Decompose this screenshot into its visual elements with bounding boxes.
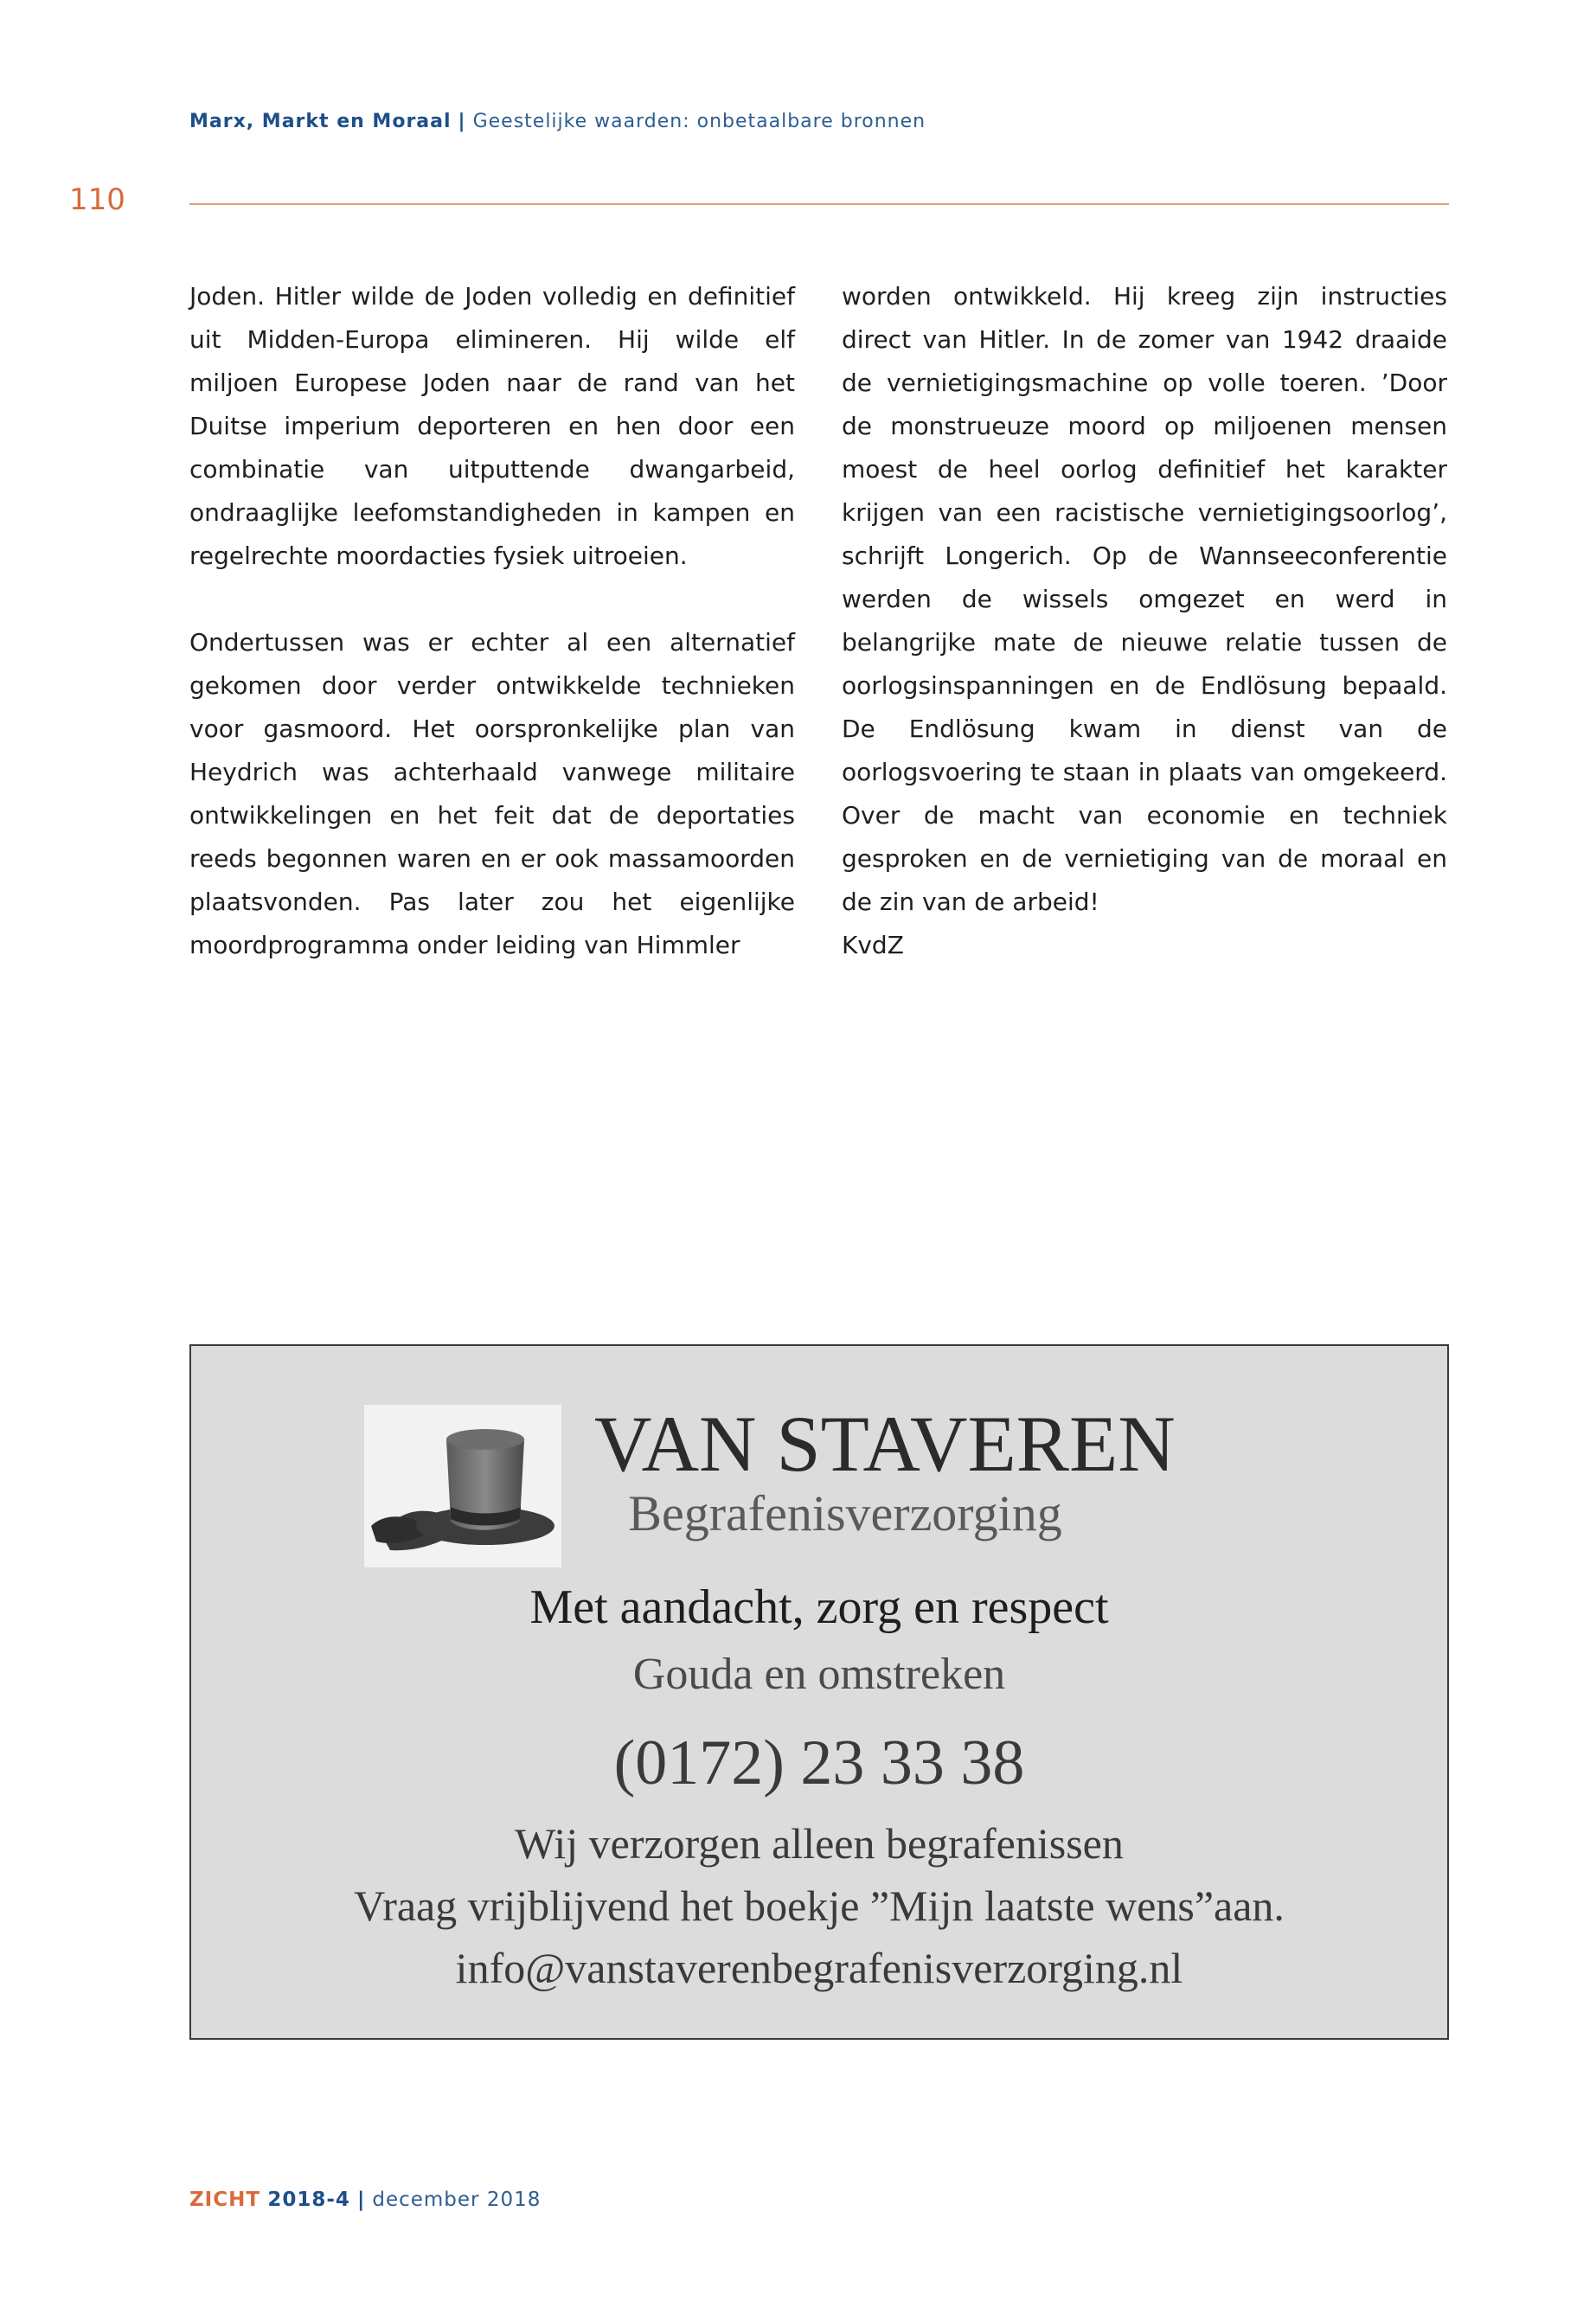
phone-number: (0172) 23 33 38: [613, 1727, 1025, 1798]
page-number: 110: [69, 183, 125, 217]
email-address: info@vanstaverenbegrafenisverzorging.nl: [455, 1944, 1183, 1992]
article-signature: KvdZ: [842, 931, 904, 959]
paragraph-spacer: [189, 578, 795, 621]
article-right-column: [842, 275, 1447, 967]
header-title: Marx, Markt en Moraal: [189, 111, 452, 132]
ad-slogan: Met aandacht, zorg en respect: [529, 1580, 1109, 1634]
issue-date: december 2018: [372, 2189, 542, 2211]
header-divider: [189, 203, 1449, 205]
ad-text-line: Vraag vrijblijvend het boekje ”Mijn laatste wens”aan.: [354, 1881, 1285, 1930]
ad-text-line: Wij verzorgen alleen begrafenissen: [515, 1819, 1124, 1868]
header-subtitle: Geestelijke waarden: onbetaalbare bronnen: [472, 111, 926, 132]
service-region: Gouda en omstreken: [632, 1650, 1006, 1699]
funeral-advertisement: [189, 1344, 1449, 2040]
footer-separator: |: [356, 2189, 366, 2211]
running-header: [189, 111, 926, 132]
top-hat-and-gloves-icon: [364, 1405, 561, 1567]
service-type: Begrafenisverzorging: [628, 1485, 1062, 1541]
page-footer: [189, 2189, 541, 2211]
article-left-column: [189, 275, 795, 967]
issue-number: 2018-4: [267, 2189, 350, 2211]
header-separator: |: [458, 111, 466, 132]
article-paragraph: Joden. Hitler wilde de Joden volledig en definitief uit Midden-Europa elimineren. Hij wilde elf miljoen Europese Joden naar de rand van het Duitse imperium deporteren en hen door een combinatie van uitputtende dwangarbeid, ondraaglijke leefomstandigheden in kampen en regelrechte moordacties fysiek uitroeien.: [189, 282, 795, 570]
article-paragraph: worden ontwikkeld. Hij kreeg zijn instructies direct van Hitler. In de zomer van 1942 draaide de vernietigingsmachine op volle toeren. ’Door de monstrueuze moord op miljoenen mensen moest de heel oorlog definitief het karakter krijgen van een racistische vernietigingsoorlog’, schrijft Longerich. Op de Wannseeconferentie werden de wissels omgezet en werd in belangrijke mate de nieuwe relatie tussen de oorlogsinspanningen en de Endlösung bepaald. De Endlösung kwam in dienst van de oorlogsvoering te staan in plaats van omgekeerd. Over de macht van economie en techniek gesproken en de vernietiging van de moraal en de zin van de arbeid!: [842, 282, 1447, 916]
magazine-name: ZICHT: [189, 2189, 261, 2211]
company-name: VAN STAVEREN: [594, 1400, 1176, 1488]
article-paragraph: Ondertussen was er echter al een alternatief gekomen door verder ontwikkelde technieken voor gasmoord. Het oorspronkelijke plan van Heydrich was achterhaald vanwege militaire ontwikkelingen en het feit dat de deportaties reeds begonnen waren en er ook massamoorden plaatsvonden. Pas later zou het eigenlijke moordprogramma onder leiding van Himmler: [189, 628, 795, 959]
